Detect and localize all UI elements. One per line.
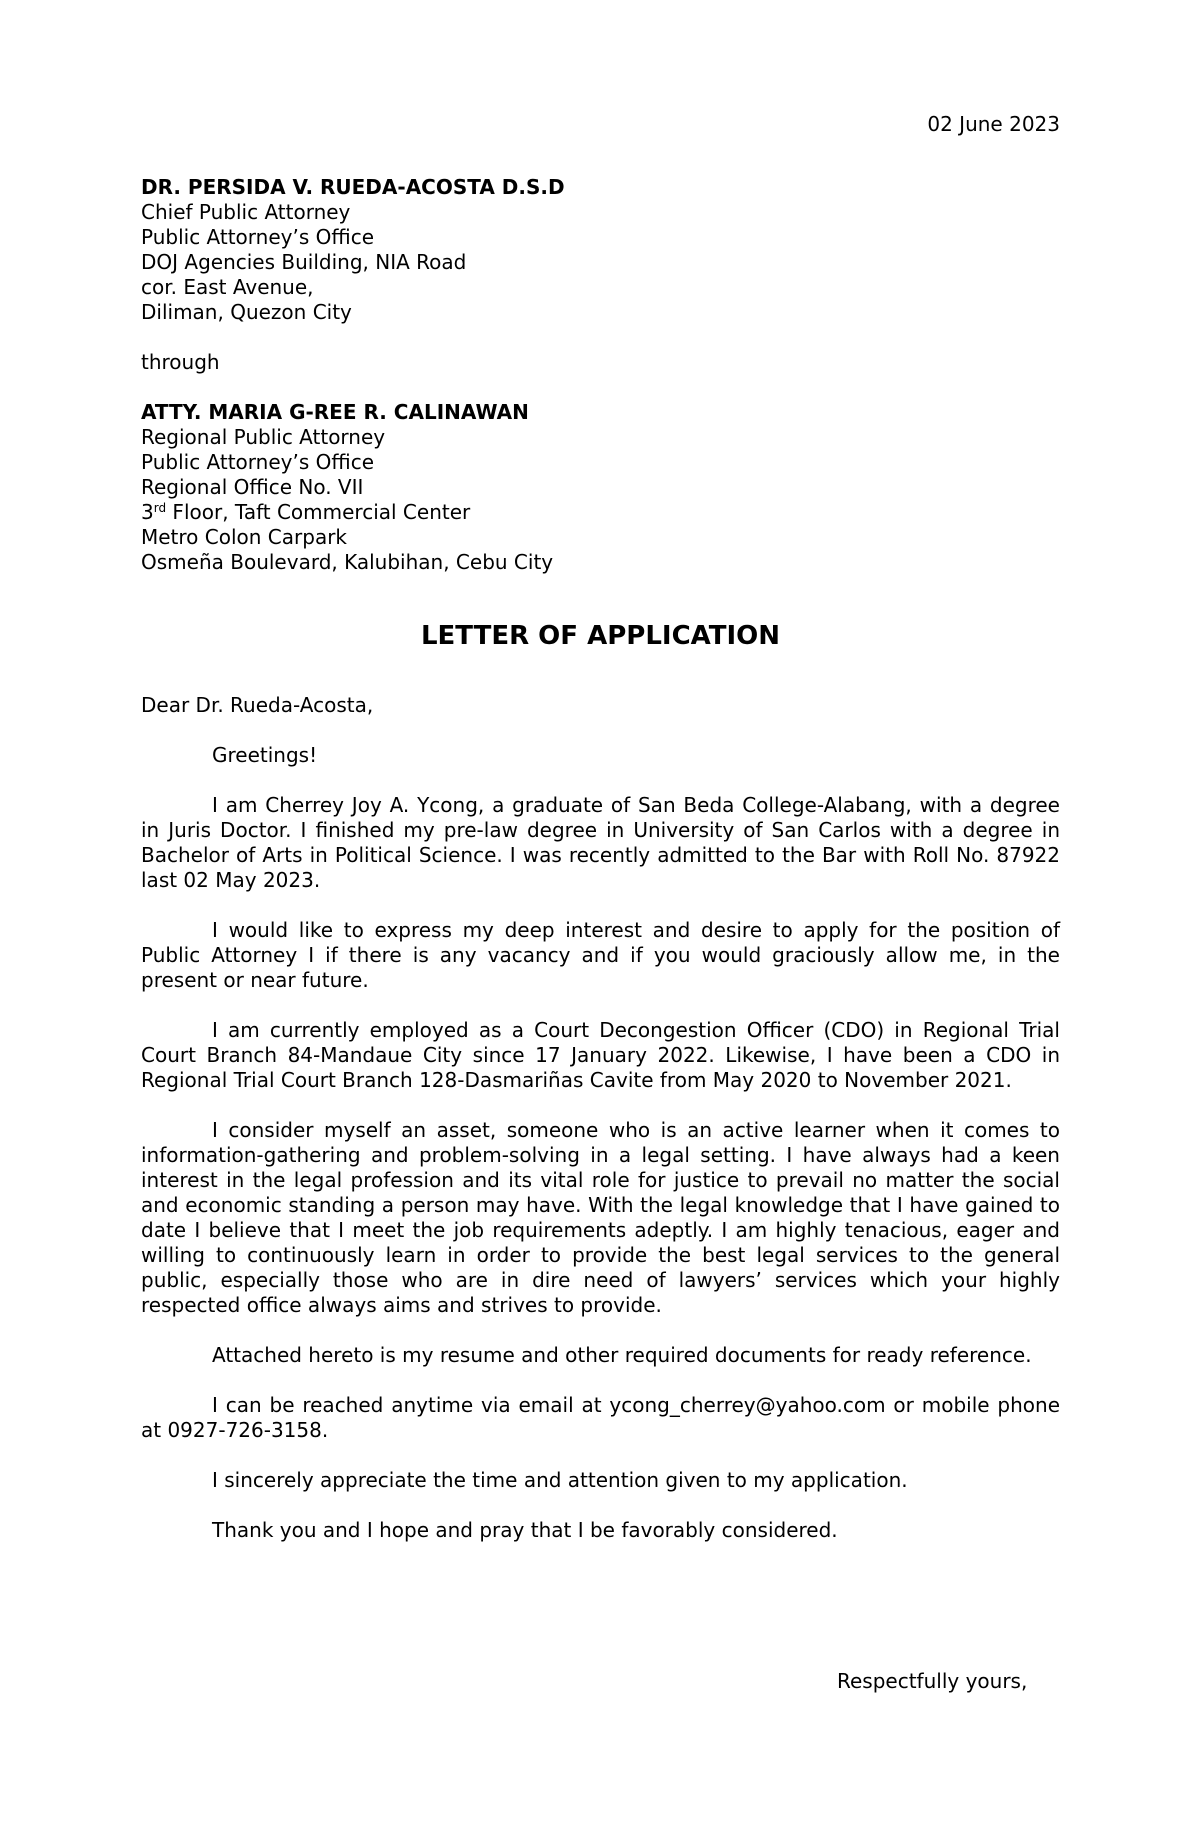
salutation: Dear Dr. Rueda-Acosta, <box>141 693 374 717</box>
floor-rest: Floor, Taft Commercial Center <box>166 500 471 524</box>
via-name: ATTY. MARIA G-REE R. CALINAWAN <box>141 400 529 424</box>
greeting: Greetings! <box>212 743 318 767</box>
body-paragraph: I am Cherrey Joy A. Ycong, a graduate of San Beda College-Alabang, with a degree in Juris Doctor. I finished my pre-law degree in University of San Carlos with a degree in Bachelor of Arts in Political Science. I was recently admitted to the Bar with Roll No. 87922 last 02 May 2023. <box>141 793 1060 892</box>
recipient-name: DR. PERSIDA V. RUEDA-ACOSTA D.S.D <box>141 175 565 199</box>
via-line: Osmeña Boulevard, Kalubihan, Cebu City <box>141 550 554 574</box>
via-line: Regional Public Attorney <box>141 425 386 449</box>
body-paragraph: I sincerely appreciate the time and attention given to my application. <box>212 1468 908 1492</box>
body-paragraph: I can be reached anytime via email at ycong_cherrey@yahoo.com or mobile phone at 0927-726-3158. <box>141 1393 1060 1442</box>
floor-suffix: rd <box>153 501 167 515</box>
letter-date: 02 June 2023 <box>927 112 1060 136</box>
letter-title: LETTER OF APPLICATION <box>420 621 781 651</box>
closing: Respectfully yours, <box>837 1669 1028 1693</box>
recipient-line: Public Attorney’s Office <box>141 225 374 249</box>
body-paragraph: I am currently employed as a Court Decongestion Officer (CDO) in Regional Trial Court Branch 84-Mandaue City since 17 January 2022. Likewise, I have been a CDO in Regional Trial Court Branch 128-Dasmariñas Cavite from May 2020 to November 2021. <box>141 1018 1060 1092</box>
body-paragraph: I would like to express my deep interest and desire to apply for the position of Public Attorney I if there is any vacancy and if you would graciously allow me, in the present or near future. <box>141 918 1060 992</box>
body-paragraph: Thank you and I hope and pray that I be favorably considered. <box>212 1518 838 1542</box>
via-address <box>141 400 1060 575</box>
via-line: Public Attorney’s Office <box>141 450 374 474</box>
recipient-line: cor. East Avenue, <box>141 275 314 299</box>
body-paragraph: I consider myself an asset, someone who is an active learner when it comes to information-gathering and problem-solving in a legal setting. I have always had a keen interest in the legal profession and its vital role for justice to prevail no matter the social and economic standing a person may have. With the legal knowledge that I have gained to date I believe that I meet the job requirements adeptly. I am highly tenacious, eager and willing to continuously learn in order to provide the best legal services to the general public, especially those who are in dire need of lawyers’ services which your highly respected office always aims and strives to provide. <box>141 1118 1060 1317</box>
letter-body <box>141 112 1060 1543</box>
body-paragraph: Attached hereto is my resume and other required documents for ready reference. <box>212 1343 1032 1367</box>
via-floor-line <box>141 500 1060 525</box>
through-text: through <box>141 350 220 374</box>
via-line: Regional Office No. VII <box>141 475 364 499</box>
recipient-line: DOJ Agencies Building, NIA Road <box>141 250 467 274</box>
recipient-line: Chief Public Attorney <box>141 200 351 224</box>
recipient-line: Diliman, Quezon City <box>141 300 352 324</box>
via-line: Metro Colon Carpark <box>141 525 348 549</box>
floor-number: 3 <box>141 500 154 524</box>
recipient-address <box>141 175 1060 325</box>
